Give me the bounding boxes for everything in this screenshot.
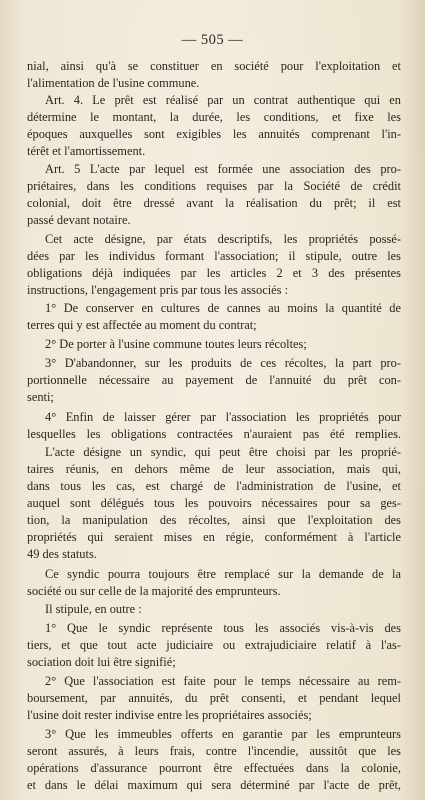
text-line: 3° Que les immeubles offerts en garantie par les emprunteurs <box>45 727 401 741</box>
text-line: boursement, par annuités, du prêt consenti, et pendant lequel <box>27 691 401 705</box>
text-line: 4° Enfin de laisser gérer par l'association les propriétés pour <box>45 410 401 424</box>
text-line: sociation doit lui être signifié; <box>27 655 176 669</box>
text-line: dans tous les cas, est chargé de l'administration de l'usine, et <box>27 479 401 493</box>
text-line: lesquelles les obligations contractées n'auraient pas été remplies. <box>27 427 401 441</box>
text-line: terres qui y est affectée au moment du contrat; <box>27 318 257 332</box>
text-line: Ce syndic pourra toujours être remplacé sur la demande de la <box>45 567 401 581</box>
text-line: passé devant notaire. <box>27 213 131 227</box>
text-line: 49 des statuts. <box>27 547 97 561</box>
text-line: colonial, doit être dressé avant la réalisation du prêt; il est <box>27 196 401 210</box>
text-line: 1° Que le syndic représente tous les associés vis-à-vis des <box>45 621 401 635</box>
text-line: propriétés qui seraient mises en régie, conformément à l'article <box>27 530 401 544</box>
text-line: l'usine doit rester indivise entre les propriétaires associés; <box>27 708 312 722</box>
text-line: taires réunis, en dehors même de leur association, mais qui, <box>27 462 401 476</box>
text-line: L'acte désigne un syndic, qui peut être choisi par les proprié- <box>45 445 401 459</box>
text-line: 2° De porter à l'usine commune toutes leurs récoltes; <box>45 337 307 351</box>
text-line: détermine le montant, la durée, les conditions, et fixe les <box>27 110 401 124</box>
text-line: 1° De conserver en cultures de cannes au moins la quantité de <box>45 301 401 315</box>
text-line: Art. 4. Le prêt est réalisé par un contrat authentique qui en <box>45 93 401 107</box>
text-line: seront assurés, à leurs frais, contre l'incendie, aussitôt que les <box>27 744 401 758</box>
text-line: 3° D'abandonner, sur les produits de ces récoltes, la part pro- <box>45 356 401 370</box>
text-line: dées par les individus formant l'association; il stipule, outre les <box>27 249 401 263</box>
text-line: tion, la manipulation des récoltes, ainsi que l'exploitation des <box>27 513 401 527</box>
text-line: opérations d'assurance pourront être effectuées dans la colonie, <box>27 761 401 775</box>
text-line: térêt et l'amortissement. <box>27 144 146 158</box>
text-line: et dans le délai maximum qui sera déterminé par l'acte de prêt, <box>27 778 401 792</box>
text-line: époques auxquelles sont exigibles les annuités comprenant l'in- <box>27 127 401 141</box>
text-line: tiers, et que tout acte judiciaire ou extrajudiciaire relatif à l'as- <box>27 638 401 652</box>
text-line: priétaires, dans les conditions requises par la Société de crédit <box>27 179 401 193</box>
text-line: l'alimentation de l'usine commune. <box>27 76 200 90</box>
text-line: société ou sur celle de la majorité des emprunteurs. <box>27 584 281 598</box>
text-line: Cet acte désigne, par états descriptifs, les propriétés possé- <box>45 232 401 246</box>
text-line: instructions, l'engagement pris par tous les associés : <box>27 283 289 297</box>
page-number: — 505 — <box>181 32 244 48</box>
text-line: 2° Que l'association est faite pour le temps nécessaire au rem- <box>45 674 401 688</box>
text-line: senti; <box>27 390 54 404</box>
text-line: Art. 5 L'acte par lequel est formée une association des pro- <box>45 162 401 176</box>
text-line: portionnelle nécessaire au payement de l'annuité du prêt con- <box>27 373 401 387</box>
text-line: auquel sont délégués tous les pouvoirs nécessaires pour sa ges- <box>27 496 401 510</box>
text-line: nial, ainsi qu'à se constituer en société pour l'exploitation et <box>27 59 401 73</box>
text-line: obligations déjà indiquées par les articles 2 et 3 des présentes <box>27 266 401 280</box>
text-line: Il stipule, en outre : <box>45 602 142 616</box>
